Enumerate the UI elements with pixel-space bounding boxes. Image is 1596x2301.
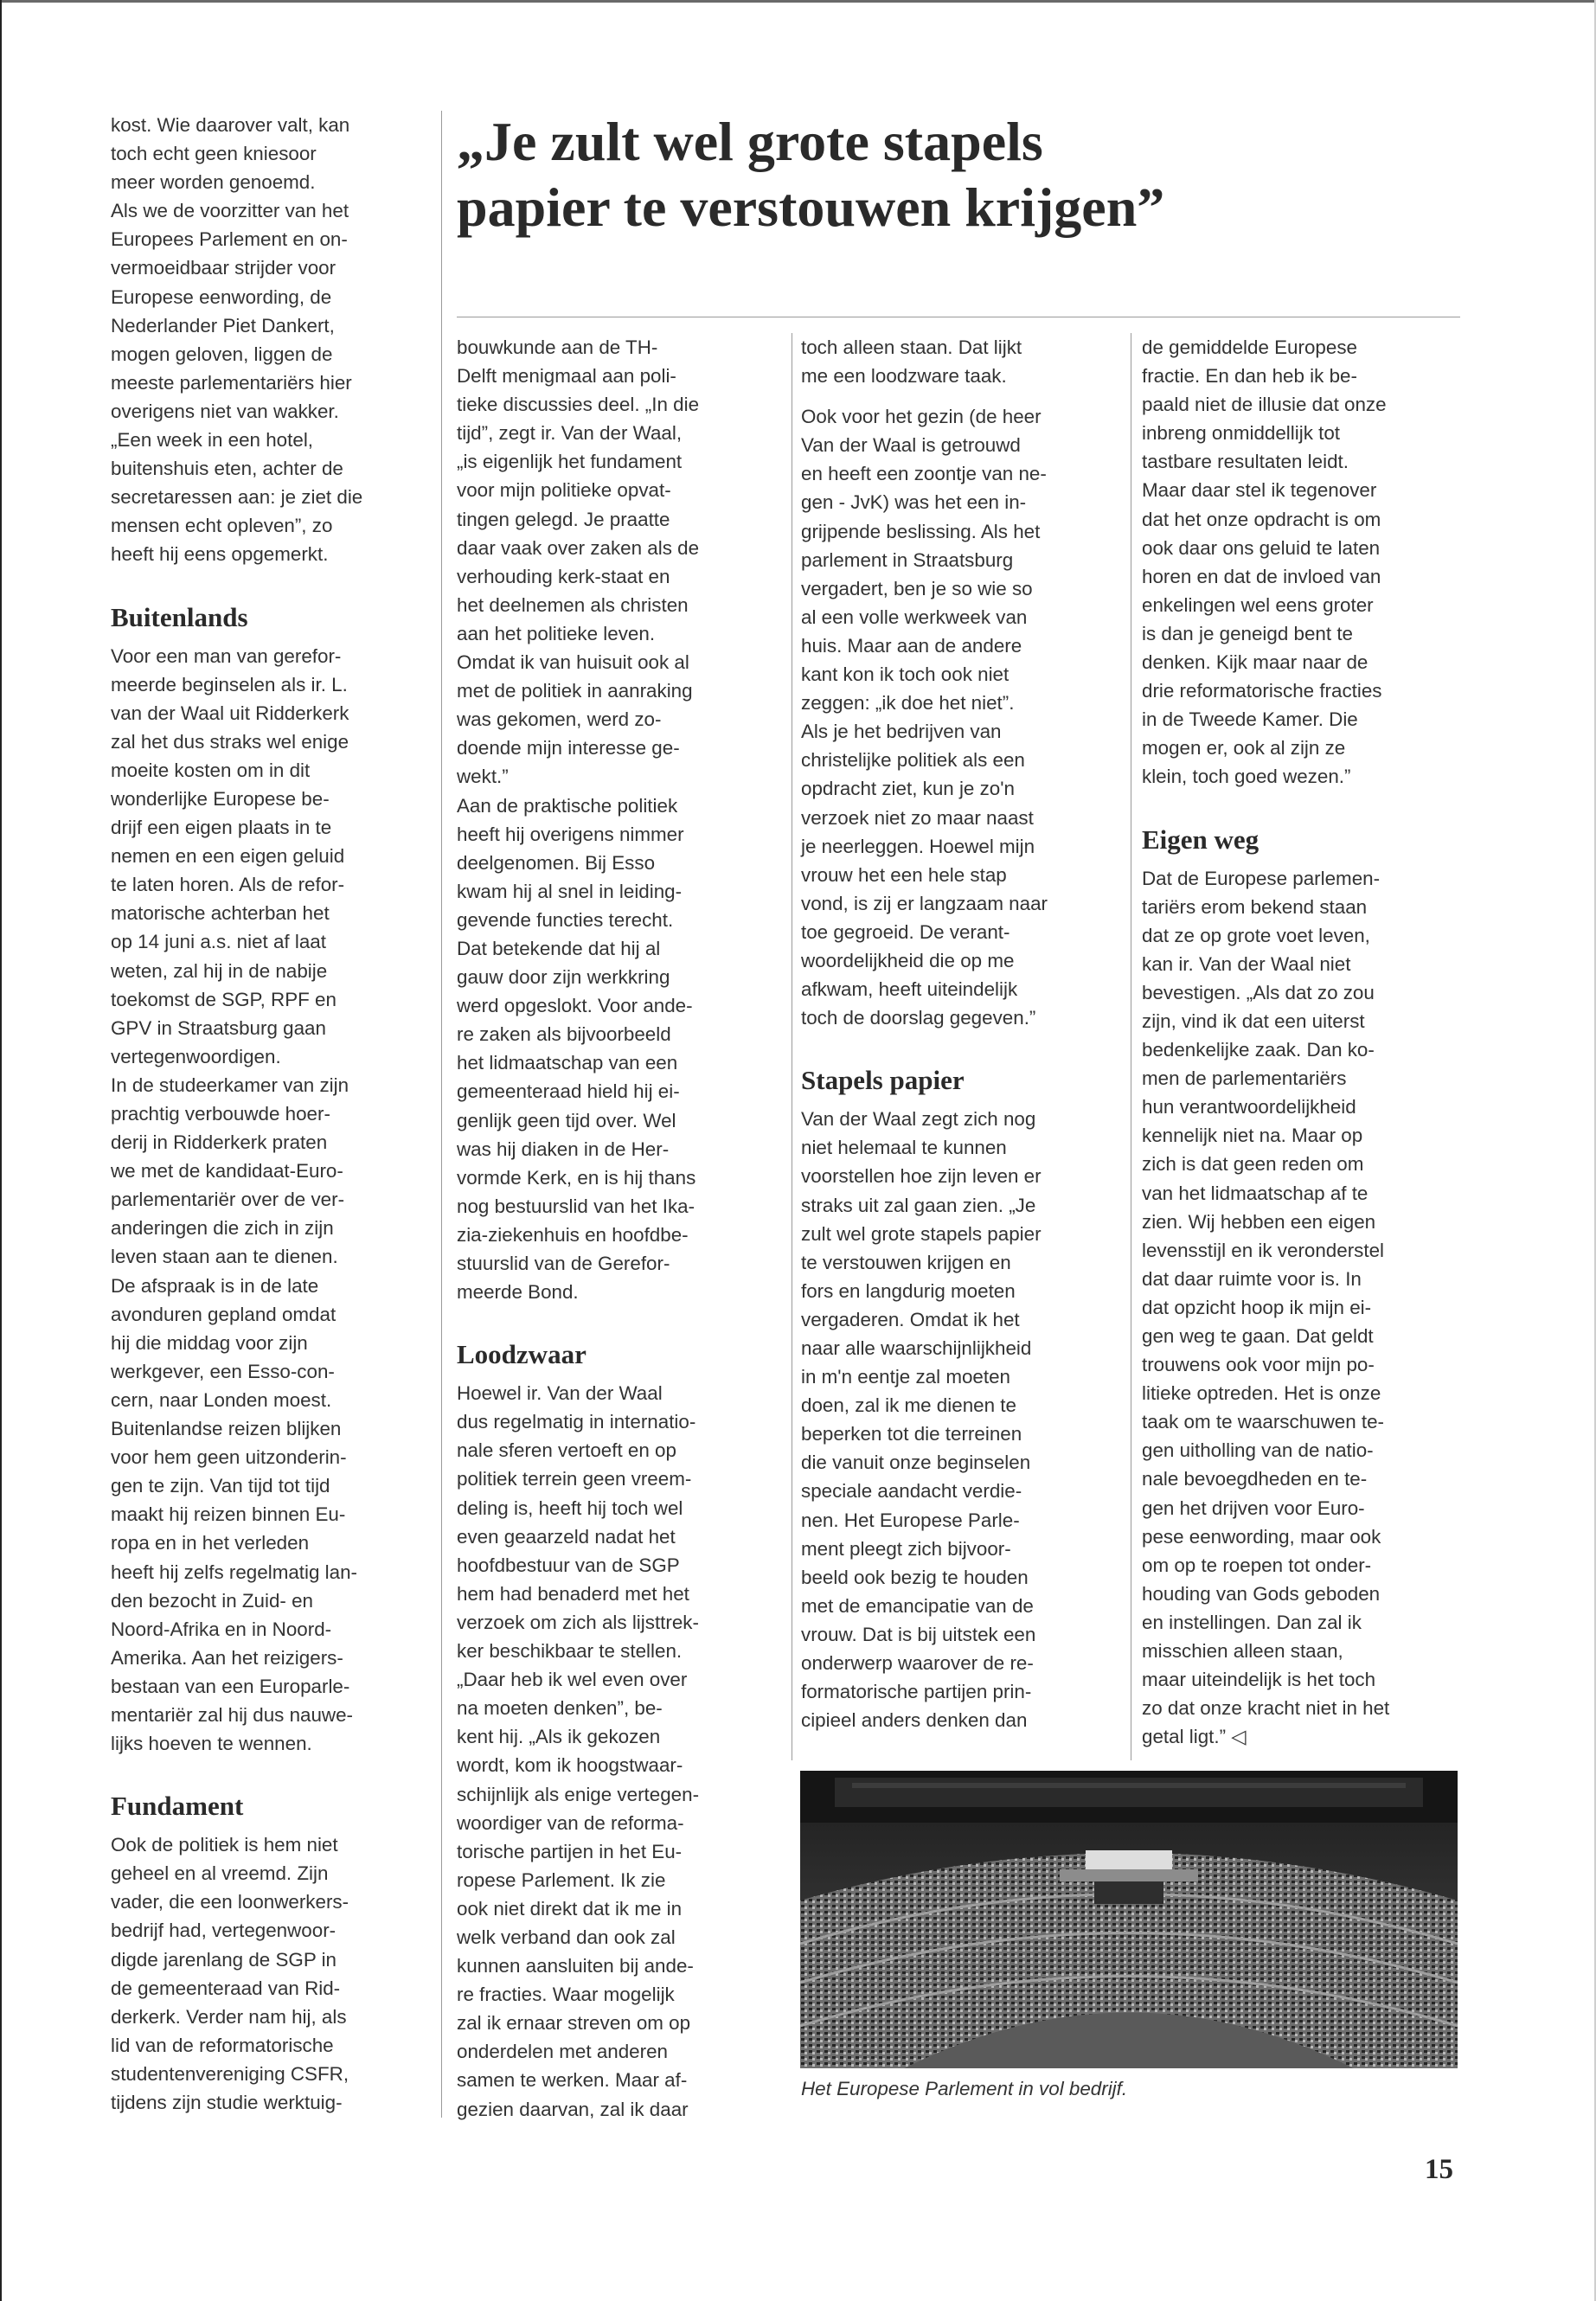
article-paragraph: Ook de politiek is hem niet geheel en al vreemd. Zijn vader, die een loonwerkers- bedrijf had, vertegenwoor- digde jarenlang de SGP in de gemeenteraad van Rid- derkerk. Verder nam hij, als lid van de reformatorische studentenvereniging CSFR, tijdens zijn studie werktuig- <box>111 1834 349 2113</box>
parliament-hemicycle-image <box>800 1771 1458 2068</box>
section-heading: Eigen weg <box>1142 824 1259 855</box>
section-heading: Loodzwaar <box>457 1339 586 1370</box>
parliament-photo <box>800 1771 1458 2068</box>
page-frame-top <box>0 0 1596 3</box>
article-paragraph: kost. Wie daarover valt, kan toch echt geen kniesoor meer worden genoemd. Als we de voorzitter van het Europees Parlement en on- vermoeidbaar strijder voor Europese eenwording, de Nederlander Piet Dankert, mogen geloven, liggen de meeste parlementariërs hier overigens niet van wakker. „Een week in een hotel, buitenshuis eten, achter de secretaressen aan: je ziet die mensen echt opleven”, zo heeft hij eens opgemerkt. <box>111 114 363 566</box>
article-paragraph: toch alleen staan. Dat lijkt me een loodzware taak. <box>801 336 1022 388</box>
article-column-2 <box>457 333 783 2124</box>
article-paragraph: Hoewel ir. Van der Waal dus regelmatig in internatio- nale sferen vertoeft en op politiek terrein geen vreem- deling is, heeft hij toch wel even geaarzeld nadat het hoofdbestuur van de SGP hem had benaderd met het verzoek om zich als lijsttrek- ker beschikbaar te stellen. „Daar heb ik wel even over na moeten denken”, be- kent hij. „Als ik gekozen wordt, kom ik hoogstwaar- schijnlijk als enige vertegen- woordiger van de reforma- torische partijen in het Eu- ropese Parlement. Ik zie ook niet direkt dat ik me in welk verband dan ook zal kunnen aansluiten bij ande- re fracties. Waar mogelijk zal ik ernaar streven om op onderdelen met anderen samen te werken. Maar af- gezien daarvan, zal ik daar <box>457 1382 700 2120</box>
column-rule <box>441 111 442 2118</box>
article-paragraph: Voor een man van gerefor- meerde beginselen als ir. L. van der Waal uit Ridderkerk zal het dus straks wel enige moeite kosten om in dit wonderlijke Europese be- drijf een eigen plaats in te nemen en een eigen geluid te laten horen. Als de refor- matorische achterban het op 14 juni a.s. niet af laat weten, zal hij in de nabije toekomst de SGP, RPF en GPV in Straatsburg gaan vertegenwoordigen. In de studeerkamer van zijn prachtig verbouwde hoer- derij in Ridderkerk praten we met de kandidaat-Euro- parlementariër over de ver- anderingen die zich in zijn leven staan aan te dienen. De afspraak is in de late avonduren gepland omdat hij die middag voor zijn werkgever, een Esso-con- cern, naar Londen moest. Buitenlandse reizen blijken voor hem geen uitzonderin- gen te zijn. Van tijd tot tijd maakt hij reizen binnen Eu- ropa en in het verleden heeft hij zelfs regelmatig lan- den bezocht in Zuid- en Noord-Afrika en in Noord- Amerika. Aan het reizigers- bestaan van een Europarle- mentariër zal hij dus nauwe- lijks hoeven te wennen. <box>111 644 357 1755</box>
section-heading: Buitenlands <box>111 601 248 632</box>
page-number: 15 <box>1425 2154 1453 2185</box>
article-paragraph: de gemiddelde Europese fractie. En dan heb ik be- paald niet de illusie dat onze inbreng onmiddellijk tot tastbare resultaten leidt. Maar daar stel ik tegenover dat het onze opdracht is om ook daar ons geluid te laten horen en dat de invloed van enkelingen wel eens groter is dan je geneigd bent te denken. Kijk maar naar de drie reformatorische fracties in de Tweede Kamer. Die mogen er, ook al zijn ze klein, toch goed wezen.” <box>1142 336 1387 788</box>
headline: „Je zult wel grote stapels papier te verstouwen krijgen” <box>457 111 1165 238</box>
article-paragraph: Dat de Europese parlemen- tariërs erom bekend staan dat ze op grote voet leven, kan ir. Van der Waal niet bevestigen. „Als dat zo zou zijn, vind ik dat een uiterst bedenkelijke zaak. Dan ko- men de parlementariërs hun verantwoordelijkheid kennelijk niet na. Maar op zich is dat geen reden om van het lidmaatschap af te zien. Wij hebben een eigen levensstijl en ik veronderstel dat daar ruimte voor is. In dat opzicht hoop ik mijn ei- gen weg te gaan. Dat geldt trouwens ook voor mijn po- litieke optreden. Het is onze taak om te waarschuwen te- gen uitholling van de natio- nale bevoegdheden en te- gen het drijven voor Euro- pese eenwording, maar ook om op te roepen tot onder- houding van Gods geboden en instellingen. Dan zal ik misschien alleen staan, maar uiteindelijk is het toch zo dat onze kracht niet in het getal ligt.” ◁ <box>1142 867 1390 1748</box>
article-column-4 <box>1142 333 1458 1751</box>
article-paragraph: bouwkunde aan de TH- Delft menigmaal aan poli- tieke discussies deel. „In die tijd”, zegt ir. Van der Waal, „is eigenlijk het fundament voor mijn politieke opvat- tingen gelegd. Je praatte daar vaak over zaken als de verhouding kerk-staat en het deelnemen als christen aan het politieke leven. Omdat ik van huisuit ook al met de politiek in aanraking was gekomen, werd zo- doende mijn interesse ge- wekt.” Aan de praktische politiek heeft hij overigens nimmer deelgenomen. Bij Esso kwam hij al snel in leiding- gevende functies terecht. Dat betekende dat hij al gauw door zijn werkkring werd opgeslokt. Voor ande- re zaken als bijvoorbeeld het lidmaatschap van een gemeenteraad hield hij ei- genlijk geen tijd over. Wel was hij diaken in de Her- vormde Kerk, en is hij thans nog bestuurslid van het Ika- zia-ziekenhuis en hoofdbe- stuurslid van de Gerefor- meerde Bond. <box>457 336 700 1304</box>
section-heading: Fundament <box>111 1791 244 1822</box>
article-paragraph: Ook voor het gezin (de heer Van der Waal is getrouwd en heeft een zoontje van ne- gen - JvK) was het een in- grijpende beslissing. Als het parlement in Straatsburg vergadert, ben je so wie so al een volle werkweek van huis. Maar aan de andere kant kon ik toch ook niet zeggen: „ik doe het niet”. Als je het bedrijven van christelijke politiek als een opdracht ziet, kun je zo'n verzoek niet zo maar naast je neerleggen. Hoewel mijn vrouw het een hele stap vond, is zij er langzaam naar toe gegroeid. De verant- woordelijkheid die op me afkwam, heeft uiteindelijk toch de doorslag gegeven.” <box>801 406 1048 1029</box>
article-paragraph: Van der Waal zegt zich nog niet helemaal te kunnen voorstellen hoe zijn leven er straks uit zal gaan zien. „Je zult wel grote stapels papier te verstouwen krijgen en fors en langdurig moeten vergaderen. Omdat ik het naar alle waarschijnlijkheid in m'n eentje zal moeten doen, zal ik me dienen te beperken tot die terreinen die vanuit onze beginselen speciale aandacht verdie- nen. Het Europese Parle- ment pleegt zich bijvoor- beeld ook bezig te houden met de emancipatie van de vrouw. Dat is bij uitstek een onderwerp waarover de re- formatorische partijen prin- cipieel anders denken dan <box>801 1108 1042 1732</box>
article-column-1 <box>111 111 426 2117</box>
page-frame-left <box>0 0 2 2301</box>
photo-caption: Het Europese Parlement in vol bedrijf. <box>801 2078 1128 2099</box>
section-heading: Stapels papier <box>801 1065 965 1096</box>
article-column-3 <box>801 333 1119 1734</box>
